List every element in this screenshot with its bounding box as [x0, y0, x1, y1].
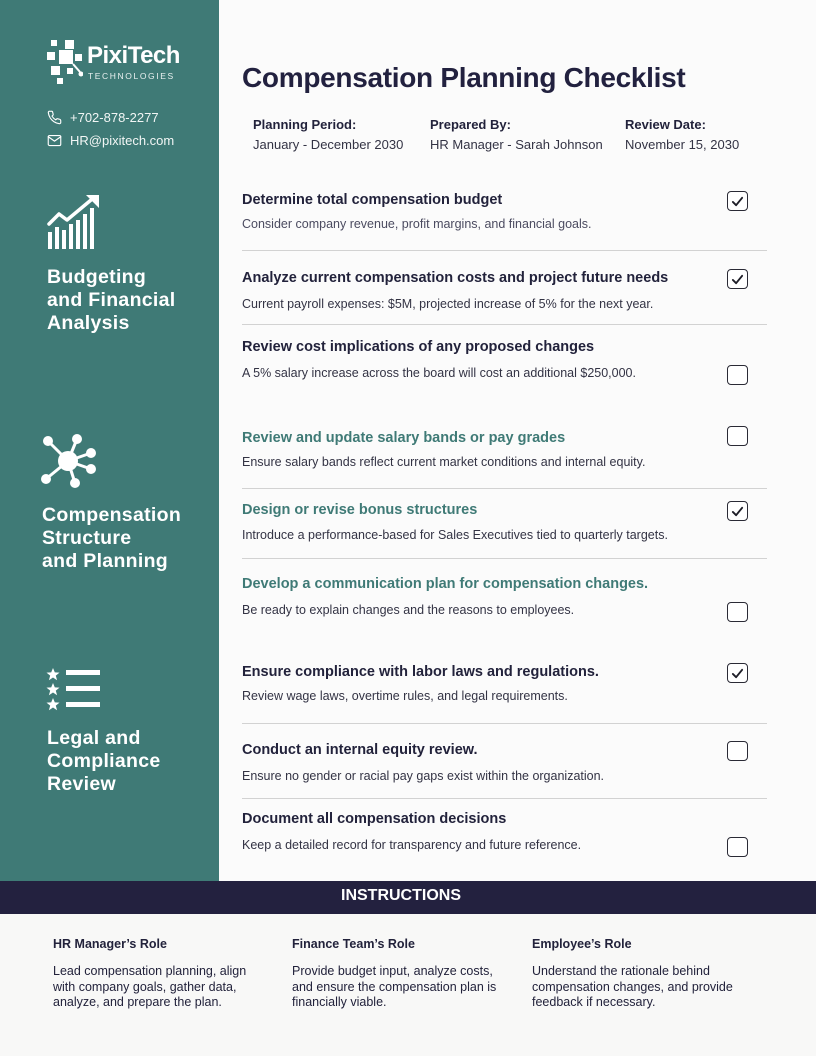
- meta-planning-period: Planning Period: January - December 2030: [253, 117, 404, 152]
- checkbox-3[interactable]: [727, 365, 748, 385]
- meta-review-date: Review Date: November 15, 2030: [625, 117, 740, 152]
- checkbox-2[interactable]: [727, 269, 748, 289]
- check-icon: [731, 195, 744, 208]
- checklist-item-7: Ensure compliance with labor laws and regulations. Review wage laws, overtime rules, and legal requirements.: [242, 664, 599, 703]
- checklist-item-4: Review and update salary bands or pay grades Ensure salary bands reflect current market conditions and internal equity.: [242, 430, 646, 469]
- divider: [242, 250, 767, 251]
- checklist-item-1: Determine total compensation budget Consider company revenue, profit margins, and financial goals.: [242, 192, 592, 231]
- check-icon: [731, 667, 744, 680]
- contact-email[interactable]: [47, 133, 174, 148]
- instructions-header: INSTRUCTIONS: [0, 881, 816, 914]
- section-title-budgeting: Budgeting and Financial Analysis: [47, 266, 176, 334]
- role-finance-team: Finance Team’s Role Provide budget input, analyze costs, and ensure the compensation plan is financially viable.: [292, 937, 497, 1009]
- divider: [242, 798, 767, 799]
- phone-icon: [47, 110, 62, 125]
- checkbox-7[interactable]: [727, 663, 748, 683]
- role-hr-manager: HR Manager’s Role Lead compensation planning, align with company goals, gather data, analyze, and prepare the plan.: [53, 937, 247, 1009]
- divider: [242, 488, 767, 489]
- email-text: HR@pixitech.com: [70, 133, 175, 148]
- divider: [242, 558, 767, 559]
- checkbox-5[interactable]: [727, 501, 748, 521]
- checklist-item-2: Analyze current compensation costs and project future needs Current payroll expenses: $5M, projected increase of 5% for the next year.: [242, 270, 669, 311]
- checkbox-9[interactable]: [727, 837, 748, 857]
- checklist-item-3: Review cost implications of any proposed changes A 5% salary increase across the board will cost an additional $250,000.: [242, 339, 636, 380]
- star-list-icon: [46, 668, 102, 712]
- checklist-item-9: Document all compensation decisions Keep a detailed record for transparency and future reference.: [242, 811, 582, 852]
- page-title: Compensation Planning Checklist: [242, 62, 686, 93]
- check-icon: [731, 273, 744, 286]
- brand-name: PixiTech: [87, 42, 180, 69]
- company-logo: [47, 38, 197, 88]
- section-title-compensation: Compensation Structure and Planning: [42, 504, 182, 572]
- role-employee: Employee’s Role Understand the rationale behind compensation changes, and provide feedback if necessary.: [532, 937, 733, 1009]
- brand-subtitle: TECHNOLOGIES: [88, 71, 175, 81]
- pixel-logo-icon: [47, 38, 83, 84]
- network-nodes-icon: [41, 433, 97, 489]
- divider: [242, 723, 767, 724]
- meta-prepared-by: Prepared By: HR Manager - Sarah Johnson: [430, 117, 603, 152]
- checkbox-8[interactable]: [727, 741, 748, 761]
- checklist-item-6: Develop a communication plan for compensation changes. Be ready to explain changes and the reasons to employees.: [242, 576, 649, 617]
- check-icon: [731, 505, 744, 518]
- contact-phone[interactable]: [47, 110, 159, 125]
- divider: [242, 324, 767, 325]
- growth-chart-icon: [47, 194, 101, 250]
- checkbox-6[interactable]: [727, 602, 748, 622]
- checkbox-4[interactable]: [727, 426, 748, 446]
- checklist-item-8: Conduct an internal equity review. Ensure no gender or racial pay gaps exist within the organization.: [242, 742, 605, 783]
- section-title-legal: Legal and Compliance Review: [47, 727, 161, 795]
- sidebar: [0, 0, 219, 881]
- mail-icon: [47, 133, 62, 148]
- checklist-item-5: Design or revise bonus structures Introduce a performance-based for Sales Executives tied to quarterly targets.: [242, 502, 668, 542]
- checkbox-1[interactable]: [727, 191, 748, 211]
- phone-text: +702-878-2277: [70, 110, 159, 125]
